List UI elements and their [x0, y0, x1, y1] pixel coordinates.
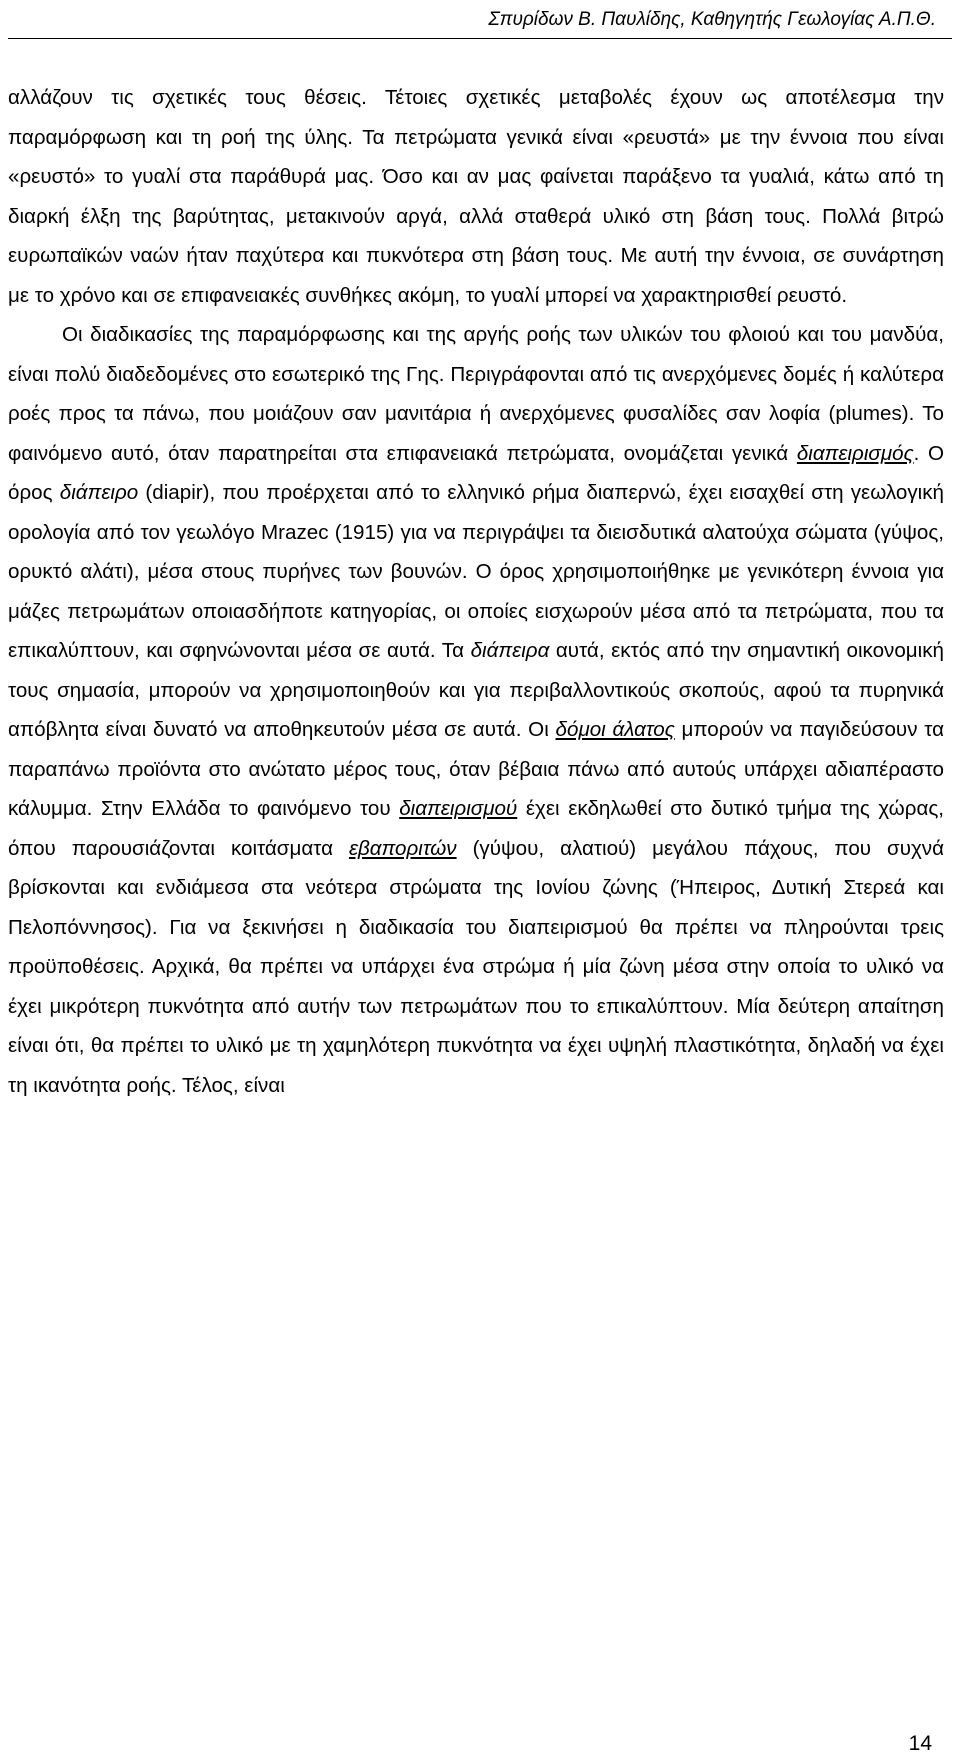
term-diapeiro: διάπειρο — [59, 481, 139, 504]
page-number: 14 — [908, 1732, 932, 1755]
term-diapirismos: διαπειρισμός — [796, 441, 914, 465]
text-run: (γύψου, αλατιού) μεγάλου πάχους, που συχνά βρίσκονται και ενδιάμεσα στα νεότερα στρώματα της Ιονίου ζώνης (Ήπειρος, Δυτική Στερεά και Πελοπόννησος). Για να ξεκινήσει η διαδικασία του διαπειρισμού θα πρέπει να πληρούνται τρεις προϋποθέσεις. Αρχικά, θα πρέπει να υπάρχει ένα στρώμα ή μία ζώνη μέσα στην οποία το υλικό να έχει μικρότερη πυκνότητα από αυτήν των πετρωμάτων που το επικαλύπτουν. Μία δεύτερη απαίτηση είναι ότι, θα πρέπει το υλικό με τη χαμηλότερη πυκνότητα να έχει υψηλή πλαστικότητα, δηλαδή να έχει τη ικανότητα ροής. Τέλος, είναι — [8, 836, 945, 1097]
term-diapirismou: διαπειρισμού — [399, 797, 518, 820]
header-rule — [8, 38, 952, 39]
text-run: έχει εκδηλωθεί στο δυτικό τμήμα της χώρας, όπου παρουσιάζονται κοιτάσματα — [8, 797, 944, 860]
body-text — [8, 78, 944, 1105]
paragraph-continued: αλλάζουν τις σχετικές τους θέσεις. Τέτοιες σχετικές μεταβολές έχουν ως αποτέλεσμα την παραμόρφωση και τη ροή της ύλης. Τα πετρώματα γενικά είναι «ρευστά» με την έννοια που είναι «ρευστό» το γυαλί στα παράθυρά μας. Όσο και αν μας φαίνεται παράξενο τα γυαλιά, κάτω από τη διαρκή έλξη της βαρύτητας, μετακινούν αργά, αλλά σταθερά υλικό στη βάση τους. Πολλά βιτρώ ευρωπαϊκών ναών ήταν παχύτερα και πυκνότερα στη βάση τους. Με αυτή την έννοια, σε συνάρτηση με το χρόνο και σε επιφανειακές συνθήκες ακόμη, το γυαλί μπορεί να χαρακτηρισθεί ρευστό. — [8, 86, 944, 307]
term-evaporites: εβαποριτών — [348, 836, 457, 860]
text-run: (diapir), που προέρχεται από το ελληνικό ρήμα διαπερνώ, έχει εισαχθεί στη γεωλογική ορολογία από τον γεωλόγο Mrazec (1915) για να περιγράψει τα διεισδυτικά αλατούχα σώματα (γύψος, ορυκτό αλάτι), μέσα στους πυρήνες των βουνών. Ο όρος χρησιμοποιήθηκε με γενικότερη έννοια για μάζες πετρωμάτων οποιασδήποτε κατηγορίας, οι οποίες εισχωρούν μέσα από τα πετρώματα, που τα επικαλύπτουν, και σφηνώνονται μέσα σε αυτά. Τα — [8, 481, 944, 662]
term-domoi-alatos: δόμοι άλατος — [555, 718, 675, 741]
text-run: αυτά, εκτός από την σημαντική οικονομική τους σημασία, μπορούν να χρησιμοποιηθούν και για περιβαλλοντικούς σκοπούς, αφού τα πυρηνικά απόβλητα είναι δυνατό να αποθηκευτούν μέσα σε αυτά. Οι — [8, 639, 944, 741]
text-run: μπορούν να παγιδεύσουν τα παραπάνω προϊόντα στο ανώτατο μέρος τους, όταν βέβαια πάνω από αυτούς υπάρχει αδιαπέραστο κάλυμμα. Στην Ελλάδα το φαινόμενο του — [8, 718, 944, 820]
text-run: . Ο όρος — [8, 441, 944, 504]
term-diapeira: διάπειρα — [470, 639, 550, 662]
paragraph-diapirism — [8, 315, 944, 1105]
running-header: Σπυρίδων Β. Παυλίδης, Καθηγητής Γεωλογίας Α.Π.Θ. — [488, 9, 936, 30]
text-run: Οι διαδικασίες της παραμόρφωσης και της αργής ροής των υλικών του φλοιού και του μανδύα, είναι πολύ διαδεδομένες στο εσωτερικό της Γης. Περιγράφονται από τις ανερχόμενες δομές ή καλύτερα ροές προς τα πάνω, που μοιάζουν σαν μανιτάρια ή ανερχόμενες φυσαλίδες σαν λοφία (plumes). Το φαινόμενο αυτό, όταν παρατηρείται στα επιφανειακά πετρώματα, ονομάζεται γενικά — [8, 323, 944, 465]
